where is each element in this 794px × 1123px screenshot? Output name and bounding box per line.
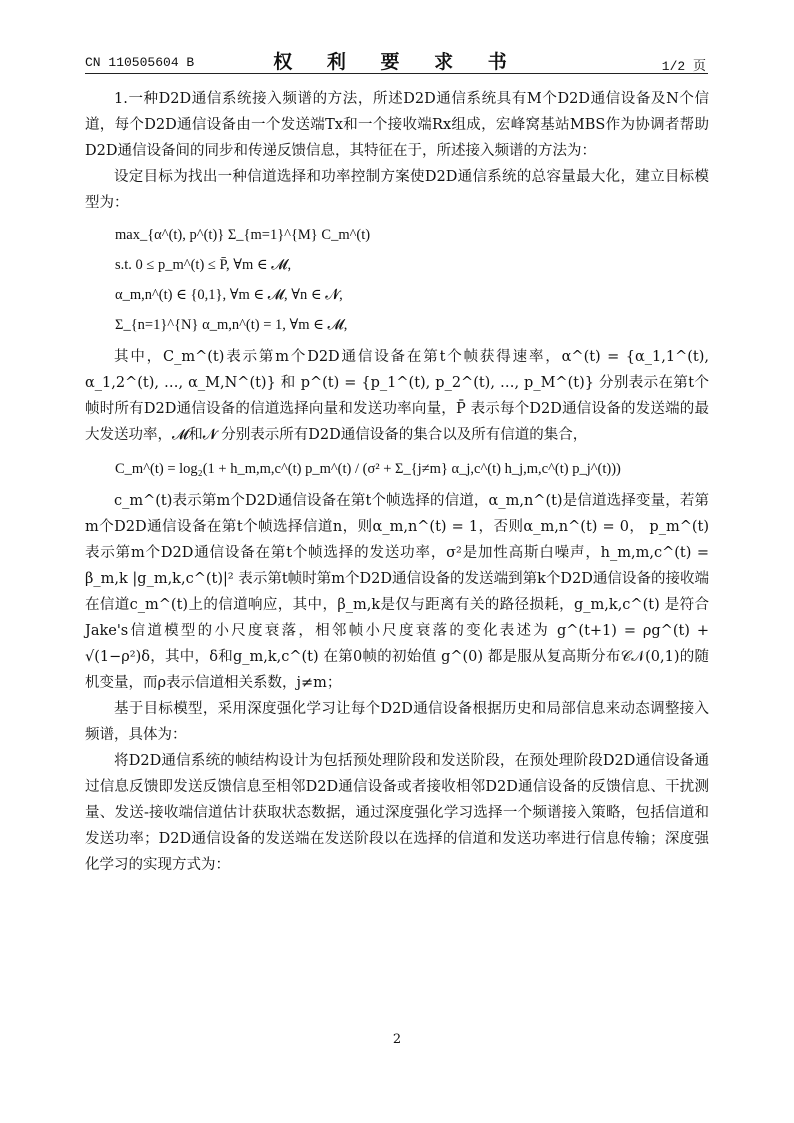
objective-model bbox=[115, 220, 709, 340]
channel-model-description: c_m^(t)表示第m个D2D通信设备在第t个帧选择的信道，α_m,n^(t)是信道选择变量，若第m个D2D通信设备在第t个帧选择信道n，则α_m,n^(t) = 1，否则α_m,n^(t) = 0， p_m^(t)表示第m个D2D通信设备在第t个帧选择的发送功率，σ²是加性高斯白噪声，h_m,m,c^(t) = β_m,k |g_m,k,c^(t)|² 表示第t帧时第m个D2D通信设备的发送端到第k个D2D通信设备的接收端在信道c_m^(t)上的信道响应，其中，β_m,k是仅与距离有关的路径损耗，g_m,k,c^(t) 是符合Jake's信道模型的小尺度衰落，相邻帧小尺度衰落的变化表述为 g^(t+1) = ρg^(t) + √(1−ρ²)δ，其中，δ和g_m,k,c^(t) 在第0帧的初始值 g^(0) 都是服从复高斯分布𝒞𝒩(0,1)的随机变量，而ρ表示信道相关系数，j≠m； bbox=[85, 493, 709, 691]
variable-definitions: 其中，C_m^(t)表示第m个D2D通信设备在第t个帧获得速率，α^(t) = {α_1,1^(t), α_1,2^(t), …, α_M,N^(t)} 和 p^(t) = {p_1^(t), p_2^(t), …, p_M^(t)} 分别表示在第t个帧时所有D2D通信设备的信道选择向量和发送功率向量，P̄ 表示每个D2D通信设备的发送端的最大发送功率，𝓜和𝓝 分别表示所有D2D通信设备的集合以及所有信道的集合， bbox=[85, 349, 709, 443]
document-title: 权 利 要 求 书 bbox=[273, 51, 521, 73]
patent-number: CN 110505604 B bbox=[85, 55, 195, 70]
frame-structure: 将D2D通信系统的帧结构设计为包括预处理阶段和发送阶段，在预处理阶段D2D通信设备通过信息反馈即发送反馈信息至相邻D2D通信设备或者接收相邻D2D通信设备的反馈信息、干扰测量、发送-接收端信道估计获取状态数据，通过深度强化学习选择一个频谱接入策略，包括信道和发送功率；D2D通信设备的发送端在发送阶段以在选择的信道和发送功率进行信息传输；深度强化学习的实现方式为： bbox=[85, 753, 709, 873]
capacity-formula bbox=[115, 456, 709, 482]
page-number: 2 bbox=[392, 1032, 402, 1047]
claims-body bbox=[85, 86, 709, 878]
header-divider bbox=[85, 73, 708, 74]
constraint-1: s.t. 0 ≤ p_m^(t) ≤ P̄, ∀m ∈ 𝓜, bbox=[115, 257, 292, 273]
claim-objective-text: 设定目标为找出一种信道选择和功率控制方案使D2D通信系统的总容量最大化，建立目标模型为： bbox=[85, 169, 709, 211]
constraint-2: α_m,n^(t) ∈ {0,1}, ∀m ∈ 𝓜, ∀n ∈ 𝓝, bbox=[115, 287, 343, 303]
page-info: 1/2 页 bbox=[661, 59, 706, 74]
capacity-formula-text: C_m^(t) = log₂(1 + h_m,m,c^(t) p_m^(t) / (σ² + Σ_{j≠m} α_j,c^(t) h_j,m,c^(t) p_j^(t))) bbox=[115, 461, 621, 477]
claim-1-intro: 1.一种D2D通信系统接入频谱的方法，所述D2D通信系统具有M个D2D通信设备及N个信道，每个D2D通信设备由一个发送端Tx和一个接收端Rx组成，宏峰窝基站MBS作为协调者帮助D2D通信设备间的同步和传递反馈信息，其特征在于，所述接入频谱的方法为： bbox=[85, 91, 709, 159]
objective-formula: max_{α^(t), p^(t)} Σ_{m=1}^{M} C_m^(t) bbox=[115, 227, 371, 243]
constraint-3: Σ_{n=1}^{N} α_m,n^(t) = 1, ∀m ∈ 𝓜, bbox=[115, 317, 348, 333]
drl-approach: 基于目标模型，采用深度强化学习让每个D2D通信设备根据历史和局部信息来动态调整接入频谱，具体为： bbox=[85, 701, 709, 743]
